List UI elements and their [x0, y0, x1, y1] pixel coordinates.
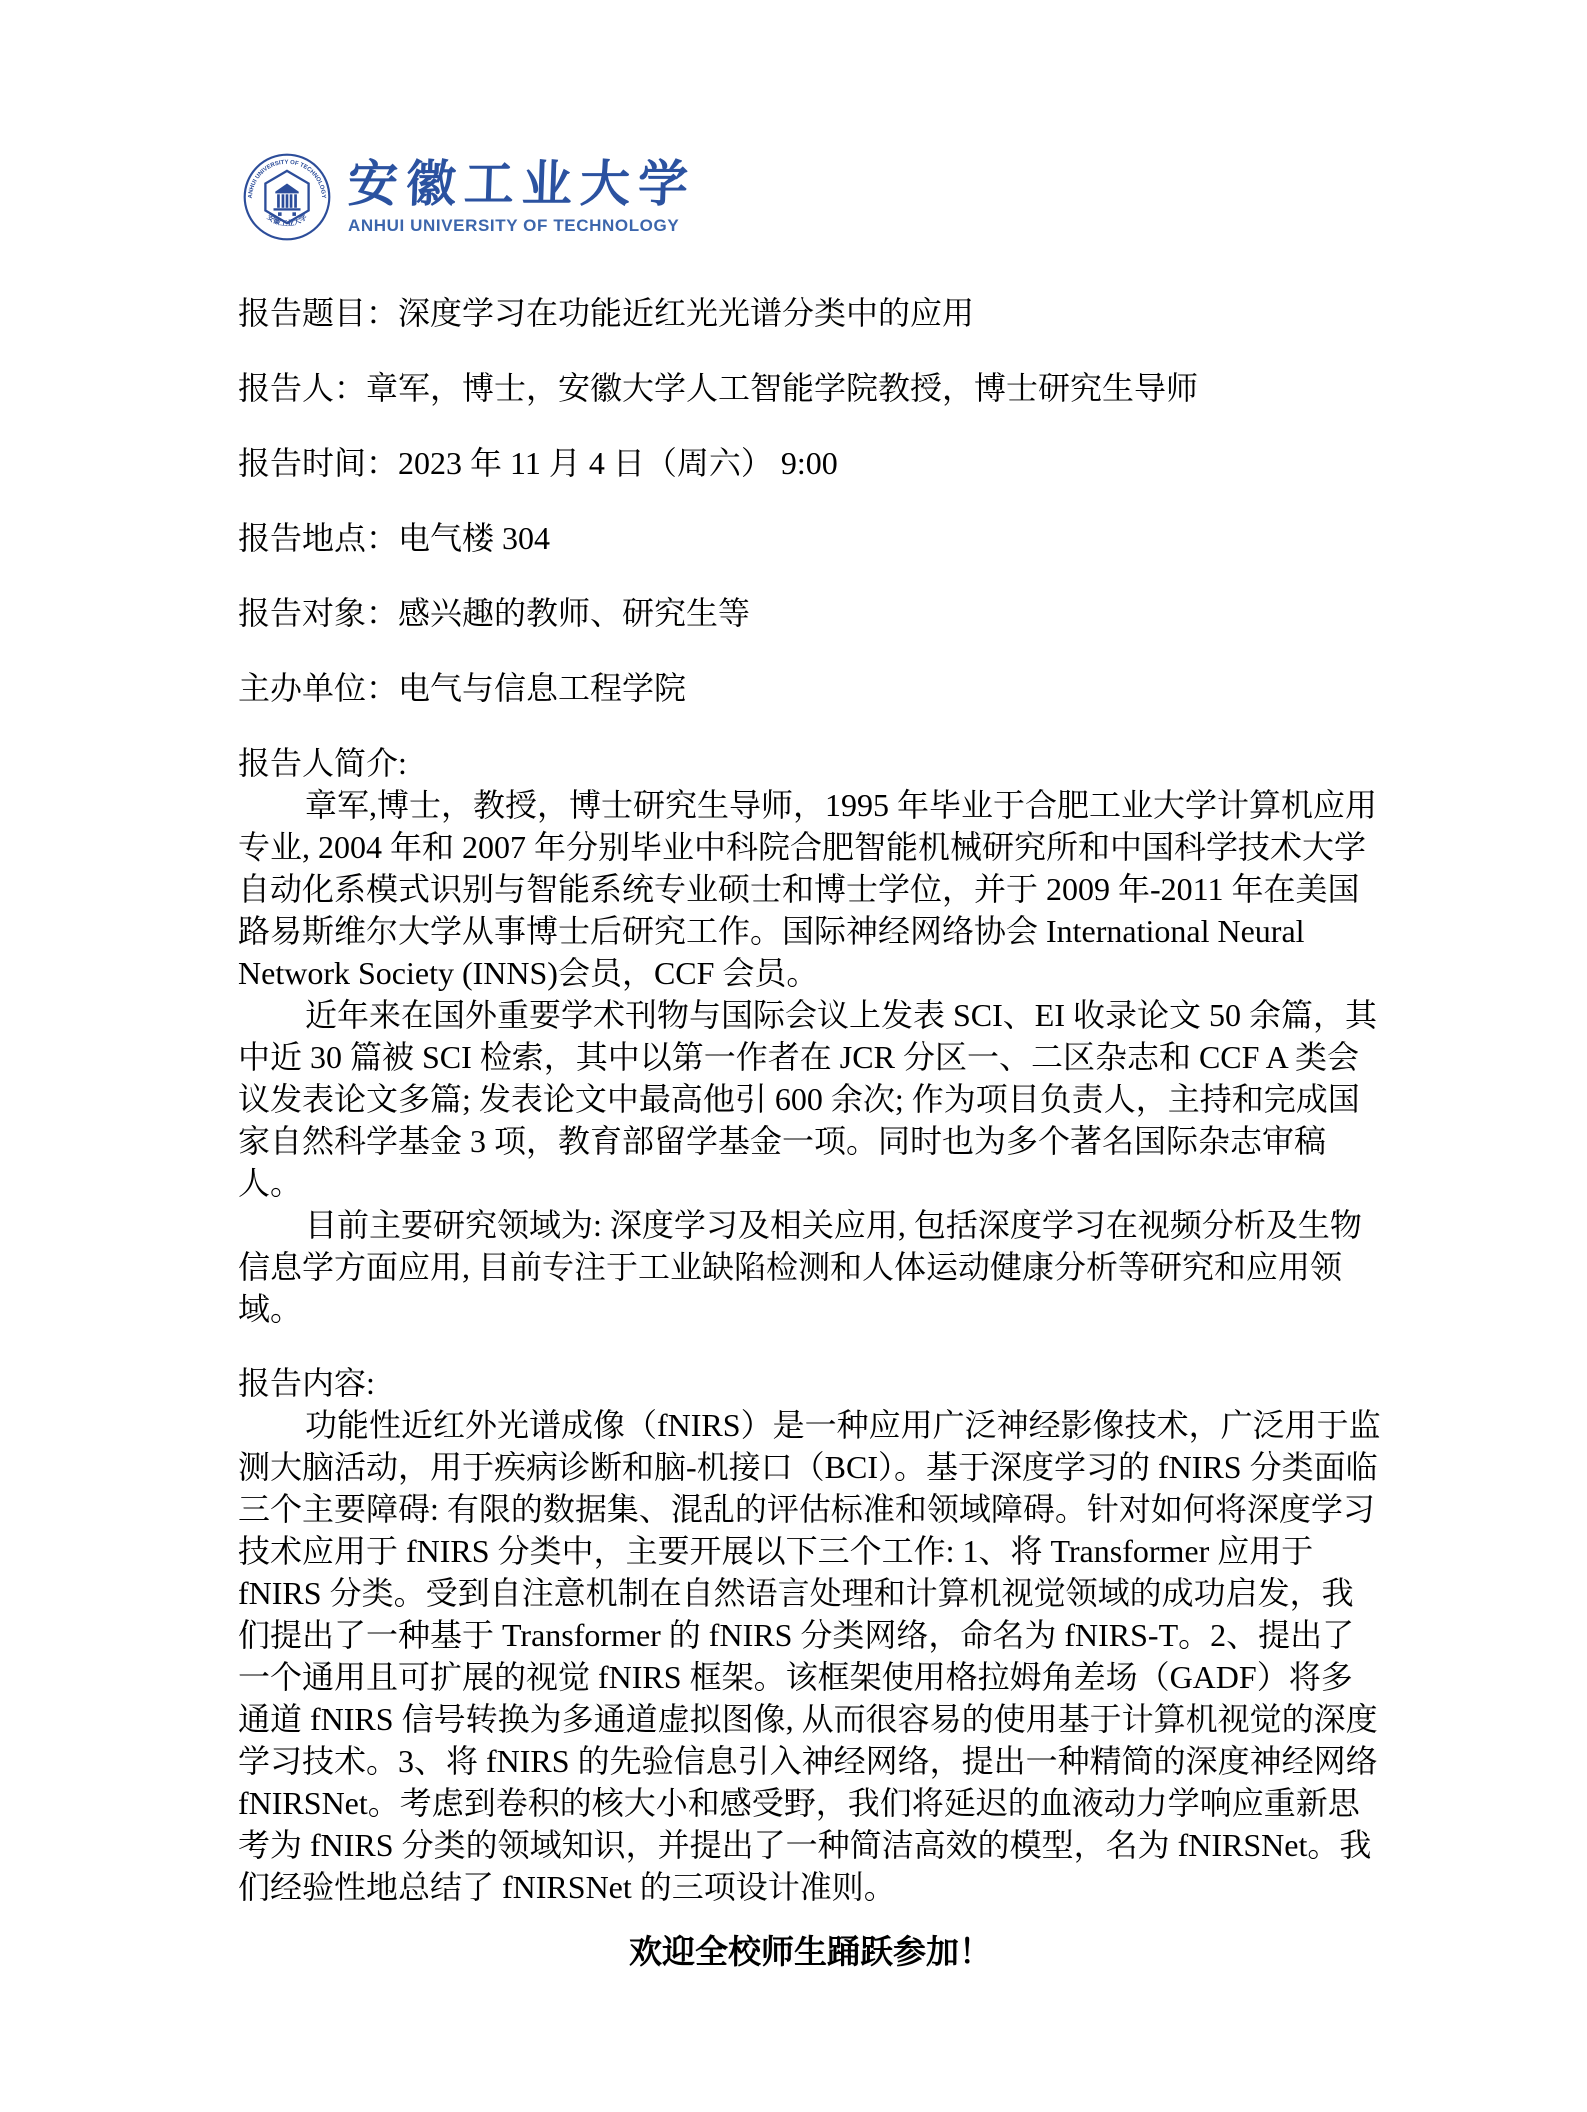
lecture-organizer-line: 主办单位：电气与信息工程学院 [238, 670, 687, 706]
university-name-en: ANHUI UNIVERSITY OF TECHNOLOGY [348, 215, 680, 235]
university-seal-icon [242, 150, 332, 244]
lecture-content-section [238, 1362, 1383, 1908]
bio-paragraph-2: 近年来在国外重要学术刊物与国际会议上发表 SCI、EI 收录论文 50 余篇，其中近 30 篇被 SCI 检索，其中以第一作者在 JCR 分区一、二区杂志和 CCF A 类会议发表论文多篇; 发表论文中最高他引 600 余次; 作为项目负责人，主持和完成国家自然科学基金 3 项，教育部留学基金一项。同时也为多个著名国际杂志审稿人。 [238, 997, 1378, 1201]
bio-paragraph-1: 章军,博士，教授，博士研究生导师，1995 年毕业于合肥工业大学计算机应用专业, 2004 年和 2007 年分别毕业中科院合肥智能机械研究所和中国科学技术大学自动化系模式识别与智能系统专业硕士和博士学位，并于 2009 年-2011 年在美国路易斯维尔大学从事博士后研究工作。国际神经网络协会 International Neural Network Society (INNS)会员，CCF 会员。 [238, 787, 1378, 991]
university-logo [242, 150, 696, 244]
lecture-location-line: 报告地点：电气楼 304 [238, 520, 551, 556]
content-heading: 报告内容: [238, 1365, 375, 1401]
bio-paragraph-3: 目前主要研究领域为: 深度学习及相关应用, 包括深度学习在视频分析及生物信息学方面应用, 目前专注于工业缺陷检测和人体运动健康分析等研究和应用领域。 [238, 1207, 1362, 1327]
bio-heading: 报告人简介: [238, 745, 407, 781]
lecture-title-line: 报告题目：深度学习在功能近红光光谱分类中的应用 [238, 295, 975, 331]
speaker-bio-section [238, 742, 1383, 1330]
lecture-time-line: 报告时间：2023 年 11 月 4 日（周六） 9:00 [238, 445, 838, 481]
university-wordmark [347, 155, 697, 236]
university-name-zh: 安徽工业大学 [347, 155, 697, 212]
closing-line: 欢迎全校师生踊跃参加！ [629, 1935, 992, 1971]
lecture-audience-line: 报告对象：感兴趣的教师、研究生等 [238, 595, 751, 631]
document-body [238, 292, 1383, 1974]
seal-top-text: ANHUI UNIVERSITY OF TECHNOLOGY [247, 159, 327, 199]
lecture-info [238, 292, 1383, 709]
seal-bottom-text: 安徽工业大学 [265, 212, 309, 228]
content-paragraph: 功能性近红外光谱成像（fNIRS）是一种应用广泛神经影像技术，广泛用于监测大脑活动，用于疾病诊断和脑-机接口（BCI）。基于深度学习的 fNIRS 分类面临三个主要障碍: 有限的数据集、混乱的评估标准和领域障碍。针对如何将深度学习技术应用于 fNIRS 分类中，主要开展以下三个工作: 1、将 Transformer 应用于 fNIRS 分类。受到自注意机制在自然语言处理和计算机视觉领域的成功启发，我们提出了一种基于 Transformer 的 fNIRS 分类网络，命名为 fNIRS-T。2、提出了一个通用且可扩展的视觉 fNIRS 框架。该框架使用格拉姆角差场（GADF）将多通道 fNIRS 信号转换为多通道虚拟图像, 从而很容易的使用基于计算机视觉的深度学习技术。3、将 fNIRS 的先验信息引入神经网络，提出一种精简的深度神经网络 fNIRSNet。考虑到卷积的核大小和感受野，我们将延迟的血液动力学响应重新思考为 fNIRS 分类的领域知识，并提出了一种简洁高效的模型，名为 fNIRSNet。我们经验性地总结了 fNIRSNet 的三项设计准则。 [238, 1407, 1381, 1905]
lecture-speaker-line: 报告人：章军，博士，安徽大学人工智能学院教授，博士研究生导师 [238, 370, 1199, 406]
